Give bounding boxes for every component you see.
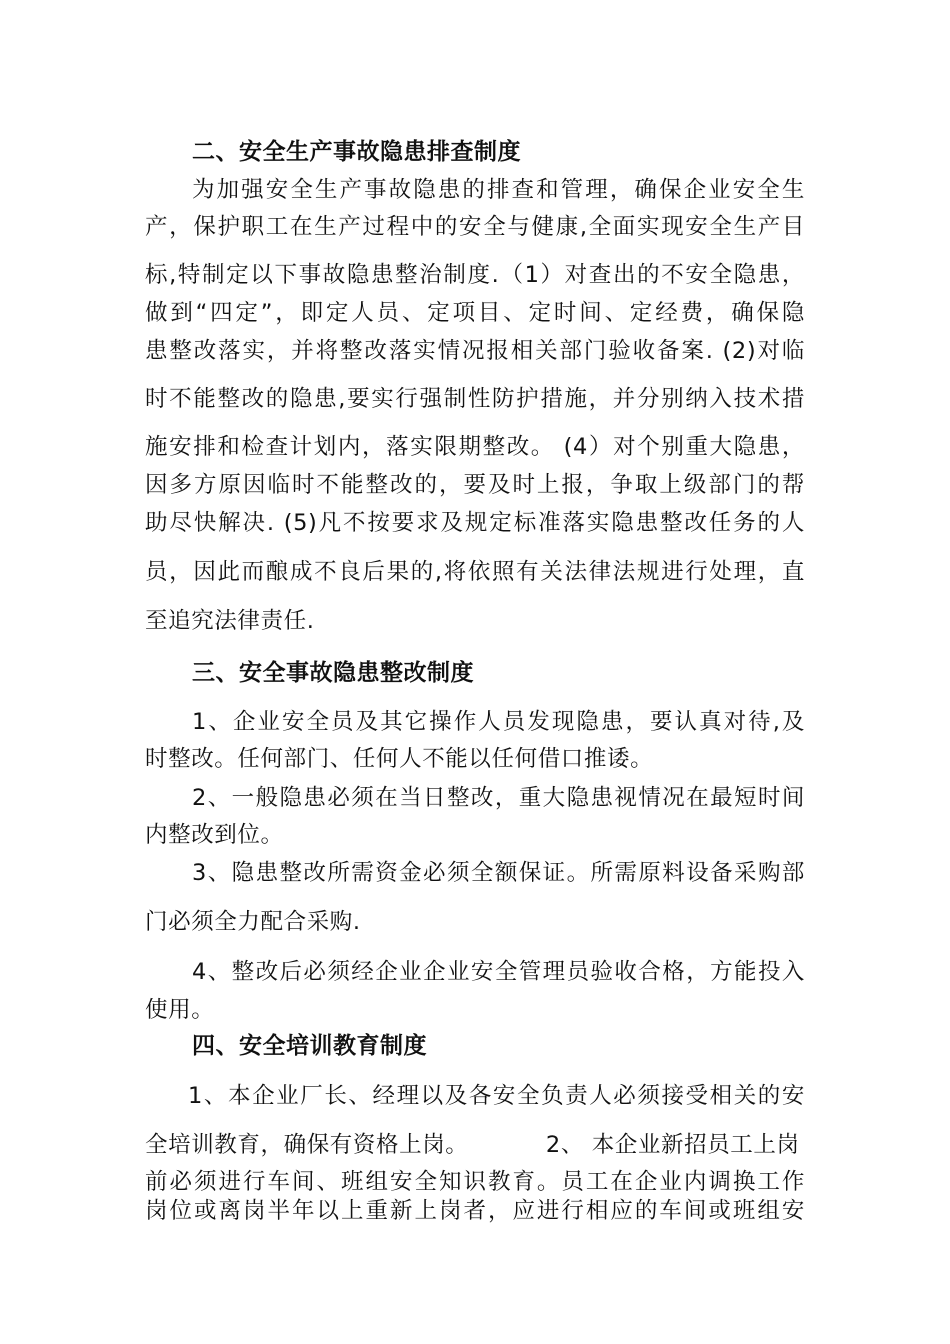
paragraph-line: 因多方原因临时不能整改的，要及时上报，争取上级部门的帮: [145, 472, 805, 498]
paragraph-line: 内整改到位。: [145, 822, 284, 848]
paragraph-line: 时整改。任何部门、任何人不能以任何借口推诿。: [145, 746, 654, 772]
paragraph-line: 门必须全力配合采购.: [145, 909, 361, 935]
paragraph-line: 标,特制定以下事故隐患整治制度.（1）对查出的不安全隐患，: [145, 262, 805, 288]
paragraph-line: 时不能整改的隐患,要实行强制性防护措施，并分别纳入技术措: [145, 386, 805, 412]
paragraph-line: 1、企业安全员及其它操作人员发现隐患，要认真对待,及: [192, 709, 805, 735]
paragraph-line: 岗位或离岗半年以上重新上岗者，应进行相应的车间或班组安: [145, 1198, 805, 1224]
paragraph-line: 全培训教育，确保有资格上岗。 2、 本企业新招员工上岗: [145, 1132, 800, 1158]
section-heading: 四、安全培训教育制度: [192, 1033, 427, 1059]
paragraph-line: 3、隐患整改所需资金必须全额保证。所需原料设备采购部: [192, 860, 805, 886]
paragraph-line: 做到“四定”，即定人员、定项目、定时间、定经费，确保隐: [145, 300, 805, 326]
paragraph-line: 至追究法律责任.: [145, 608, 315, 634]
paragraph-line: 产，保护职工在生产过程中的安全与健康,全面实现安全生产目: [145, 214, 805, 240]
paragraph-line: 为加强安全生产事故隐患的排查和管理，确保企业安全生: [192, 177, 805, 203]
paragraph-line: 助尽快解决. (5)凡不按要求及规定标准落实隐患整改任务的人: [145, 510, 805, 536]
paragraph-line: 施安排和检查计划内，落实限期整改。 (4）对个别重大隐患，: [145, 434, 805, 460]
section-heading: 二、安全生产事故隐患排查制度: [192, 139, 521, 165]
paragraph-line: 前必须进行车间、班组安全知识教育。员工在企业内调换工作: [145, 1169, 805, 1195]
paragraph-line: 员，因此而酿成不良后果的,将依照有关法律法规进行处理，直: [145, 559, 805, 585]
paragraph-line: 4、整改后必须经企业企业安全管理员验收合格，方能投入: [192, 959, 805, 985]
paragraph-line: 患整改落实，并将整改落实情况报相关部门验收备案. (2)对临: [145, 338, 805, 364]
section-heading: 三、安全事故隐患整改制度: [192, 660, 474, 686]
paragraph-line: 2、一般隐患必须在当日整改，重大隐患视情况在最短时间: [192, 785, 805, 811]
paragraph-line: 使用。: [145, 997, 215, 1023]
paragraph-line: 1、本企业厂长、经理以及各安全负责人必须接受相关的安: [188, 1083, 805, 1109]
